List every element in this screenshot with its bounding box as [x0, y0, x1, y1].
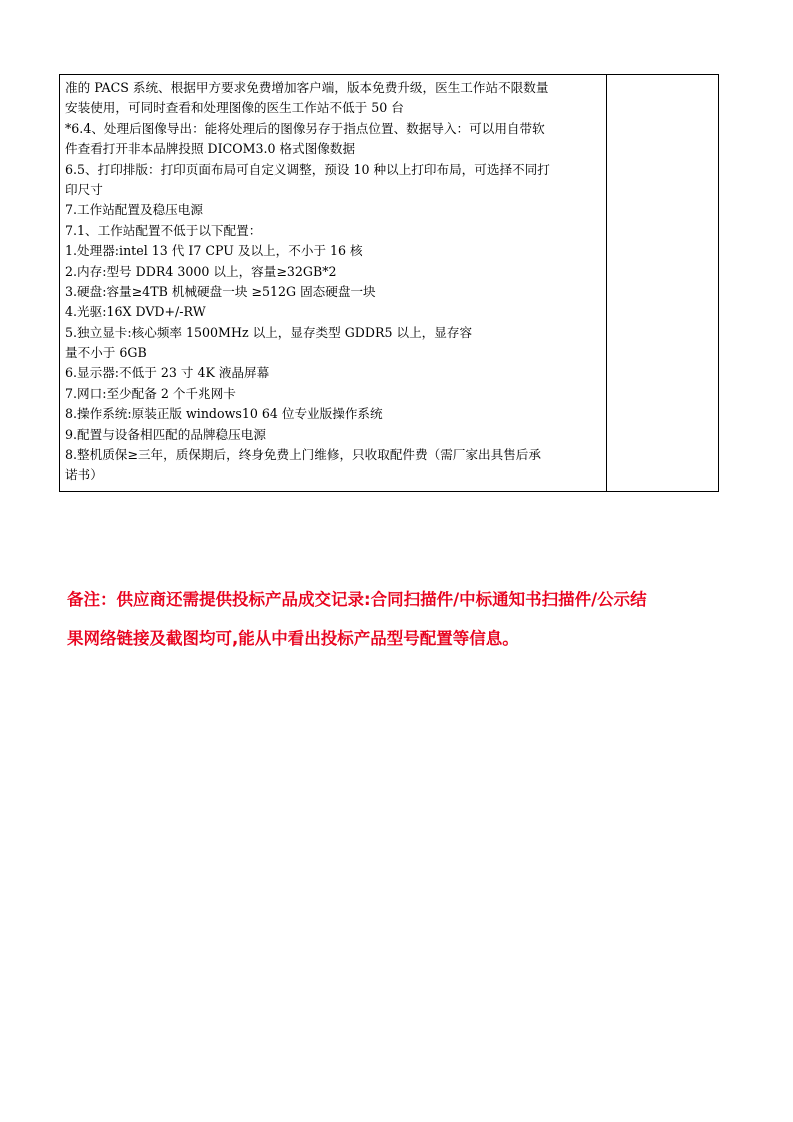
spec-line: 5.独立显卡:核心频率 1500MHz 以上，显存类型 GDDR5 以上，显存容 [65, 324, 473, 340]
spec-line: 7.1、工作站配置不低于以下配置： [65, 222, 262, 238]
spec-table [59, 74, 719, 492]
spec-line: 2.内存:型号 DDR4 3000 以上，容量≥32GB*2 [65, 263, 337, 279]
remark-note [67, 580, 727, 658]
spec-empty-cell [607, 75, 718, 491]
remark-line: 备注：供应商还需提供投标产品成交记录:合同扫描件/中标通知书扫描件/公示结 [67, 590, 647, 609]
spec-line: 3.硬盘:容量≥4TB 机械硬盘一块 ≥512G 固态硬盘一块 [65, 283, 376, 299]
spec-line: 8.整机质保≥三年，质保期后，终身免费上门维修，只收取配件费（需厂家出具售后承 [65, 447, 541, 463]
spec-line: 准的 PACS 系统、根据甲方要求免费增加客户端，版本免费升级，医生工作站不限数量 [65, 80, 549, 95]
spec-line: 1.处理器:intel 13 代 I7 CPU 及以上，不小于 16 核 [65, 243, 363, 259]
spec-line: 9.配置与设备相匹配的品牌稳压电源 [65, 426, 266, 442]
remark-line: 果网络链接及截图均可,能从中看出投标产品型号配置等信息。 [67, 629, 519, 648]
spec-line: 8.操作系统:原装正版 windows10 64 位专业版操作系统 [65, 406, 383, 422]
spec-line: 件查看打开非本品牌投照 DICOM3.0 格式图像数据 [65, 141, 356, 157]
spec-line: 6.显示器:不低于 23 寸 4K 液晶屏幕 [65, 365, 270, 381]
spec-line: 诺书） [65, 467, 103, 483]
spec-line: 4.光驱:16X DVD+/-RW [65, 304, 206, 320]
spec-content-cell [60, 75, 607, 491]
spec-line: 安装使用，可同时查看和处理图像的医生工作站不低于 50 台 [65, 100, 404, 116]
spec-line: 量不小于 6GB [65, 345, 147, 361]
spec-line: 7.工作站配置及稳压电源 [65, 202, 203, 218]
spec-line: 印尺寸 [65, 181, 103, 197]
spec-line: 7.网口:至少配备 2 个千兆网卡 [65, 385, 236, 401]
spec-line: *6.4、处理后图像导出：能将处理后的图像另存于指点位置、数据导入：可以用自带软 [65, 120, 545, 136]
spec-line: 6.5、打印排版：打印页面布局可自定义调整，预设 10 种以上打印布局，可选择不同打 [65, 161, 550, 177]
